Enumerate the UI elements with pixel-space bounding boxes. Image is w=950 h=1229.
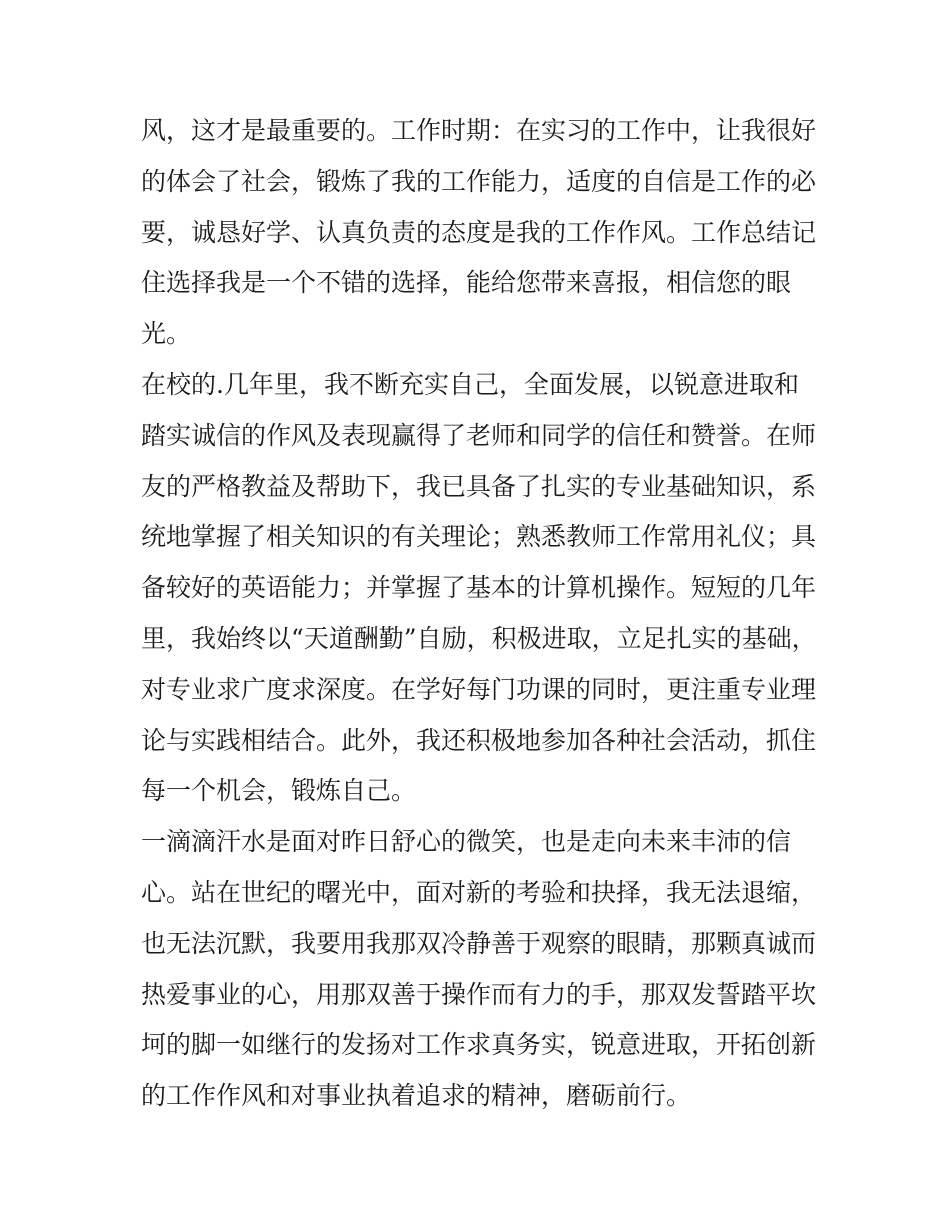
text-line: 里，我始终以“天道酬勤”自励，积极进取，立足扎实的基础， <box>141 623 817 653</box>
document-body <box>141 106 821 1122</box>
text-line: 热爱事业的心，用那双善于操作而有力的手，那双发誓踏平坎 <box>141 979 817 1009</box>
text-line: 统地掌握了相关知识的有关理论；熟悉教师工作常用礼仪；具 <box>141 522 817 552</box>
text-line: 坷的脚一如继行的发扬对工作求真务实，锐意进取，开拓创新 <box>141 1030 817 1060</box>
paragraph-3 <box>141 817 821 1122</box>
paragraph-2 <box>141 360 821 817</box>
text-line: 的工作作风和对事业执着追求的精神，磨砺前行。 <box>141 1081 692 1111</box>
text-line: 住选择我是一个不错的选择，能给您带来喜报，相信您的眼 <box>141 268 792 298</box>
paragraph-1 <box>141 106 821 360</box>
text-line: 友的严格教益及帮助下，我已具备了扎实的专业基础知识，系 <box>141 471 817 501</box>
text-line: 论与实践相结合。此外，我还积极地参加各种社会活动，抓住 <box>141 725 817 755</box>
text-line: 每一个机会，锻炼自己。 <box>141 776 417 806</box>
text-line: 心。站在世纪的曙光中，面对新的考验和抉择，我无法退缩， <box>141 877 817 907</box>
text-line: 光。 <box>141 319 192 349</box>
text-line: 踏实诚信的作风及表现赢得了老师和同学的信任和赞誉。在师 <box>141 420 817 450</box>
text-line: 在校的.几年里，我不断充实自己，全面发展，以锐意进取和 <box>141 369 799 399</box>
text-line: 的体会了社会，锻炼了我的工作能力，适度的自信是工作的必 <box>141 166 817 196</box>
text-line: 要，诚恳好学、认真负责的态度是我的工作作风。工作总结记 <box>141 217 817 247</box>
text-line: 也无法沉默，我要用我那双冷静善于观察的眼睛，那颗真诚而 <box>141 928 817 958</box>
text-line: 一滴滴汗水是面对昨日舒心的微笑，也是走向未来丰沛的信 <box>141 827 792 857</box>
text-line: 备较好的英语能力；并掌握了基本的计算机操作。短短的几年 <box>141 573 817 603</box>
text-line: 风，这才是最重要的。工作时期：在实习的工作中，让我很好 <box>141 116 817 145</box>
text-line: 对专业求广度求深度。在学好每门功课的同时，更注重专业理 <box>141 674 817 704</box>
